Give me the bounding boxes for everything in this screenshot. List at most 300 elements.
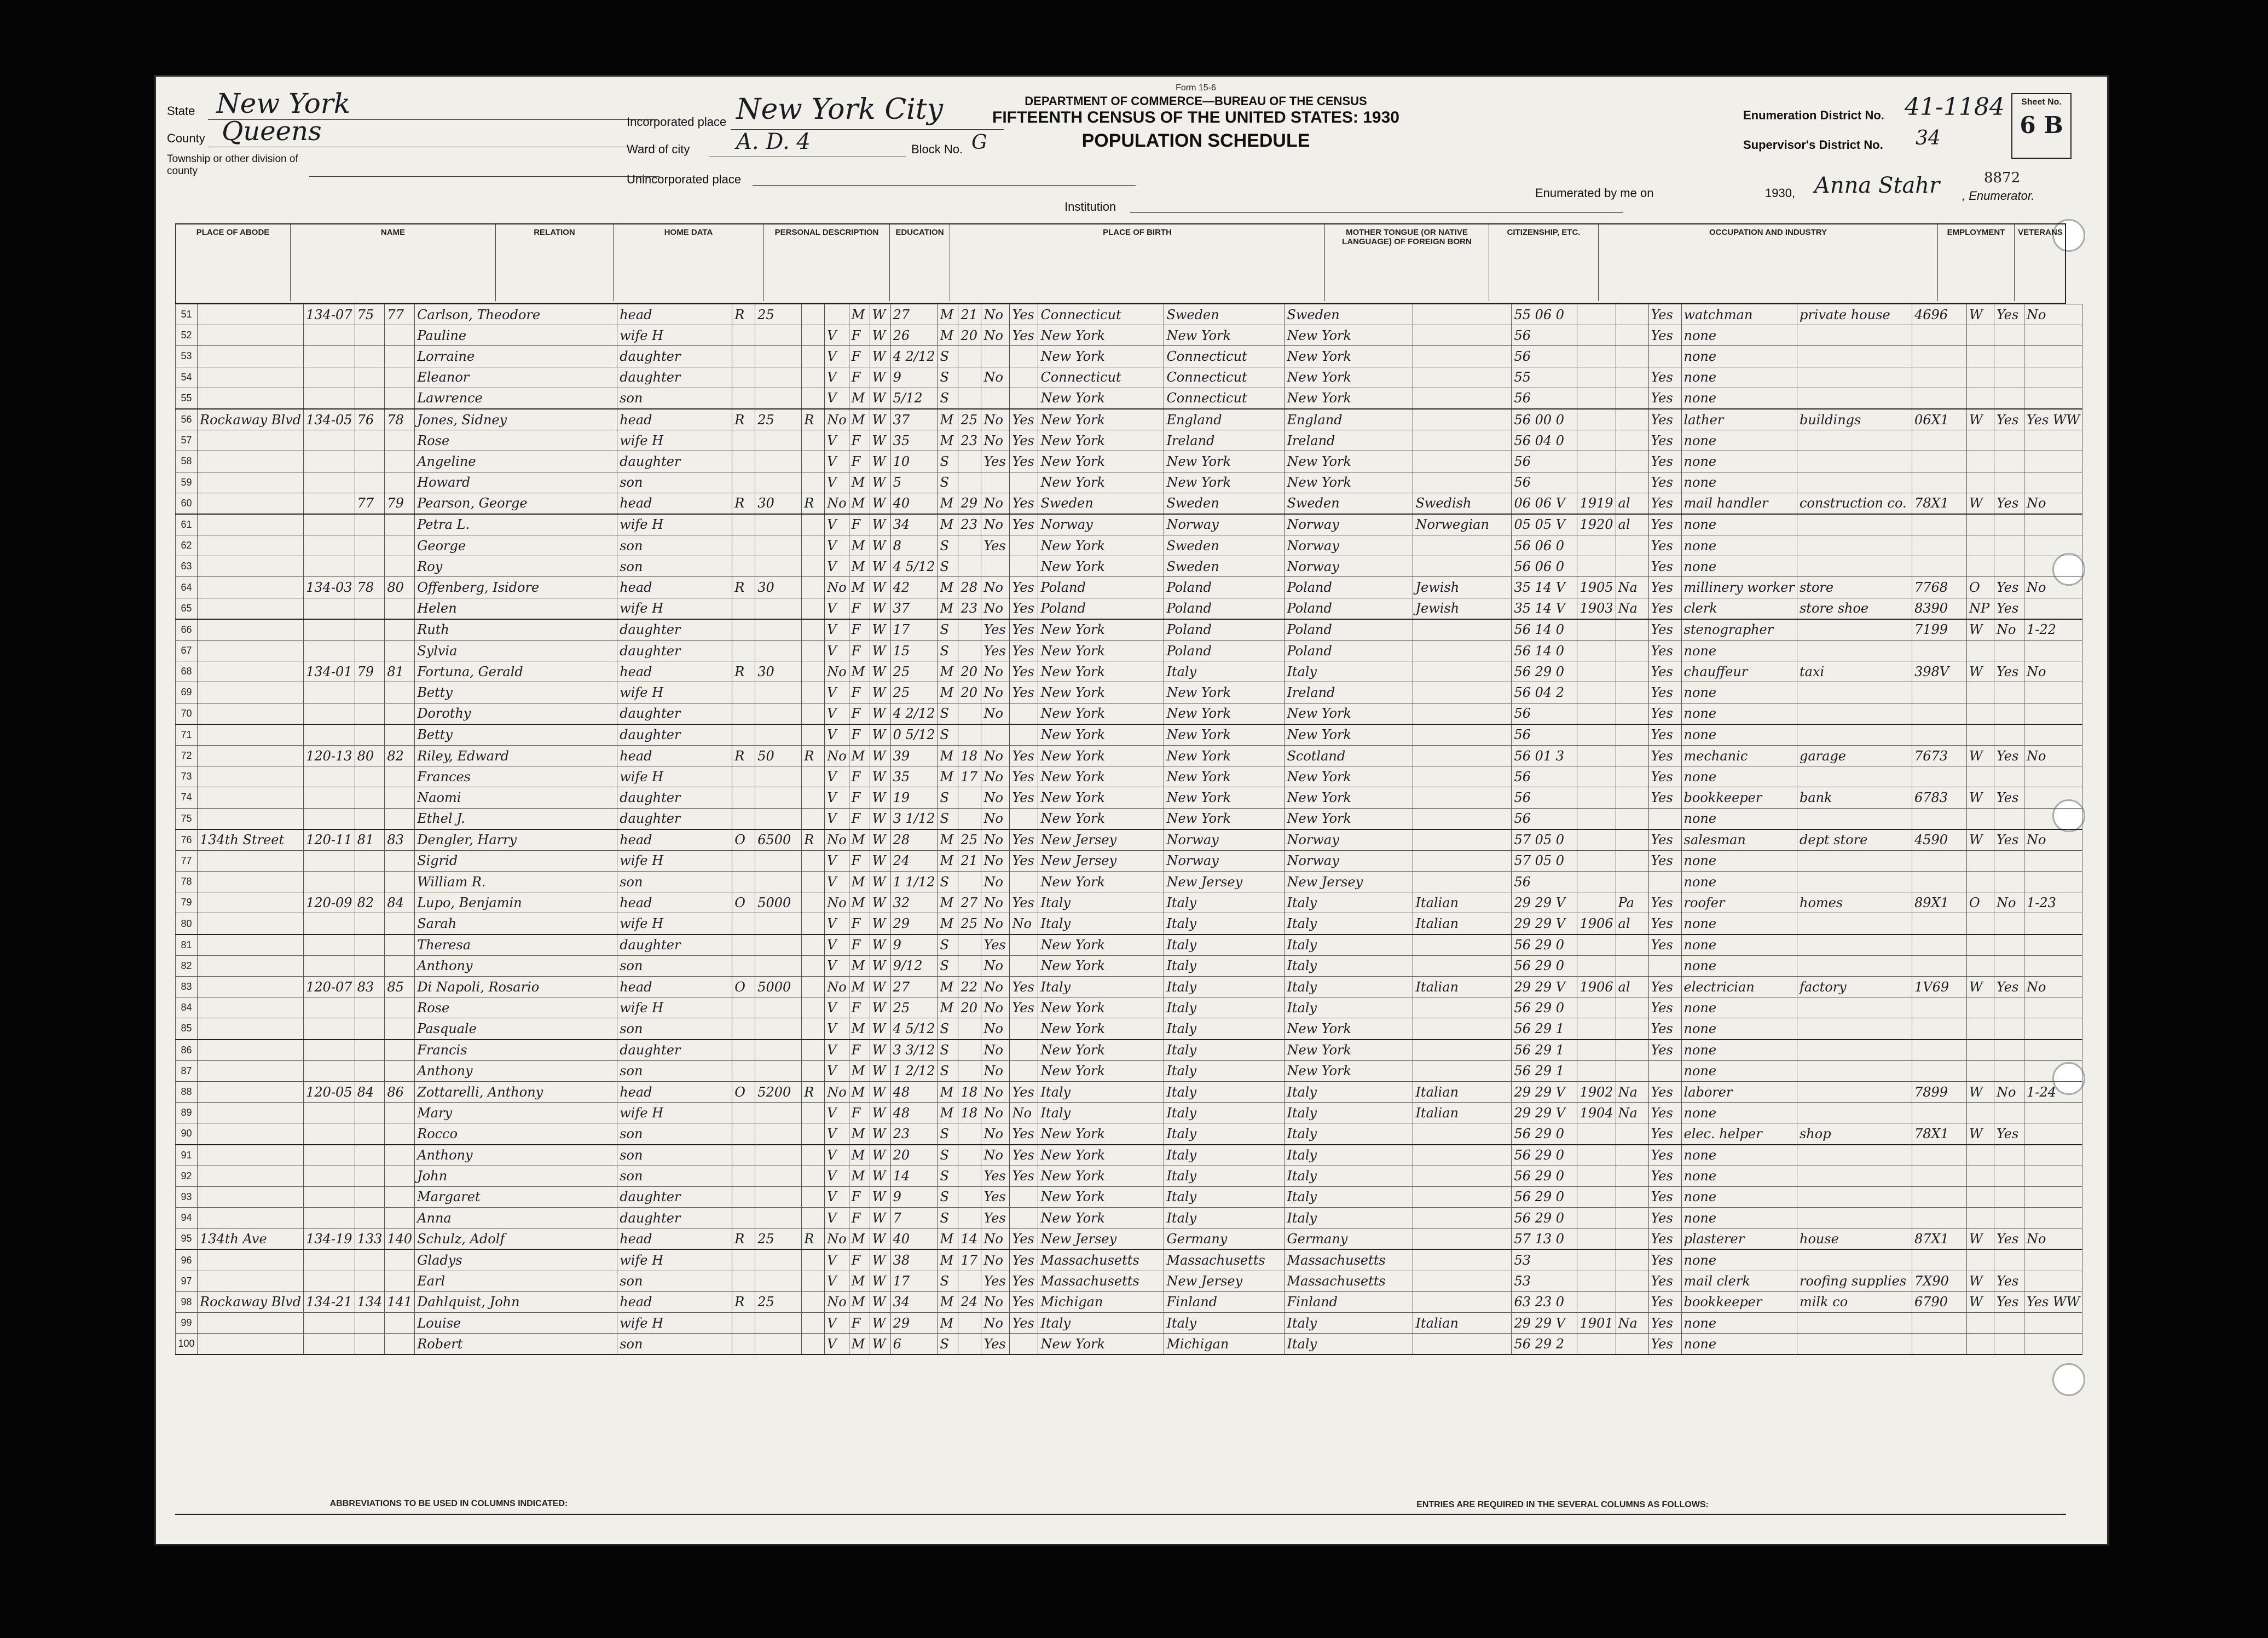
cell-eng: Yes	[1648, 1334, 1681, 1355]
cell-farm: V	[825, 1166, 849, 1186]
cell-mpob: Italy	[1285, 913, 1413, 935]
cell-sex: F	[849, 724, 870, 746]
township-label: Township or other division of county	[167, 153, 298, 177]
cell-name: Helen	[415, 598, 617, 619]
cell-occ: none	[1681, 472, 1797, 493]
cell-mar: S	[938, 1123, 958, 1145]
cell-fam	[385, 388, 415, 409]
enumerated-year: 1930,	[1765, 186, 1796, 200]
cell-farm: V	[825, 1208, 849, 1228]
cell-code: 56 00 0	[1512, 409, 1577, 430]
cell-age: 34	[890, 1291, 938, 1312]
cell-sex: F	[849, 935, 870, 956]
cell-pob: New York	[1038, 1040, 1164, 1061]
cell-sch: No	[981, 1040, 1010, 1061]
cell-imm	[1577, 1208, 1616, 1228]
cell-ocode: 398V	[1912, 661, 1966, 682]
cell-ocode: 78X1	[1912, 493, 1966, 514]
cell-sch: No	[981, 304, 1010, 325]
cell-rel: head	[617, 493, 732, 514]
cell-street	[198, 1123, 304, 1145]
cell-agem	[958, 935, 981, 956]
cell-n: 70	[176, 703, 198, 724]
cell-sex: F	[849, 619, 870, 641]
cell-dw	[355, 1313, 385, 1334]
cell-mar: S	[938, 472, 958, 493]
cell-eng: Yes	[1648, 472, 1681, 493]
cell-ind: taxi	[1797, 661, 1912, 682]
cell-nat: Na	[1616, 1081, 1648, 1102]
cell-dw	[355, 997, 385, 1018]
cell-sch: No	[981, 367, 1010, 388]
sheet-value: 6 B	[2020, 112, 2063, 139]
cell-race: W	[870, 325, 890, 346]
cell-fpob: Italy	[1164, 1313, 1285, 1334]
cell-radio	[802, 1249, 825, 1271]
cell-eng: Yes	[1648, 641, 1681, 661]
cell-age: 4 2/12	[890, 703, 938, 724]
cell-dw	[355, 325, 385, 346]
cell-pob: Massachusetts	[1038, 1271, 1164, 1291]
cell-occ: none	[1681, 556, 1797, 577]
cell-street	[198, 514, 304, 535]
cell-fam	[385, 535, 415, 556]
cell-lang	[1413, 1040, 1512, 1061]
cell-dw	[355, 872, 385, 892]
cell-eng: Yes	[1648, 493, 1681, 514]
cell-sex: M	[849, 1271, 870, 1291]
cell-rel: son	[617, 955, 732, 976]
cell-lang	[1413, 850, 1512, 871]
cell-lang	[1413, 1060, 1512, 1081]
cell-vet	[2024, 556, 2082, 577]
cell-radio	[802, 451, 825, 472]
cell-rel: daughter	[617, 619, 732, 641]
cell-vet: No	[2024, 577, 2082, 598]
cell-sch: No	[981, 661, 1010, 682]
cell-mar: M	[938, 577, 958, 598]
cell-lang	[1413, 808, 1512, 829]
cell-read	[1010, 1208, 1038, 1228]
cell-own	[732, 1145, 755, 1166]
cell-imm	[1577, 1249, 1616, 1271]
cell-n: 96	[176, 1249, 198, 1271]
cell-occ: none	[1681, 388, 1797, 409]
cell-ind	[1797, 1313, 1912, 1334]
cell-cls	[1966, 913, 1994, 935]
cell-cls	[1966, 1060, 1994, 1081]
group-occupation: OCCUPATION AND INDUSTRY	[1598, 224, 1937, 301]
cell-nat	[1616, 430, 1648, 451]
cell-read: Yes	[1010, 766, 1038, 787]
cell-dw	[355, 703, 385, 724]
cell-farm: V	[825, 346, 849, 367]
cell-n: 99	[176, 1313, 198, 1334]
cell-cls	[1966, 1166, 1994, 1186]
cell-ocode: 7199	[1912, 619, 1966, 641]
cell-code: 56 29 1	[1512, 1018, 1577, 1040]
enumerator-name: Anna Stahr	[1814, 173, 1940, 198]
cell-emp: No	[1994, 1081, 2024, 1102]
cell-vet: No	[2024, 493, 2082, 514]
cell-lang	[1413, 388, 1512, 409]
cell-house	[304, 872, 355, 892]
cell-ind	[1797, 367, 1912, 388]
cell-cls	[1966, 997, 1994, 1018]
cell-sex: F	[849, 850, 870, 871]
cell-rel: son	[617, 1060, 732, 1081]
cell-sch	[981, 472, 1010, 493]
cell-eng: Yes	[1648, 850, 1681, 871]
enumerated-label: Enumerated by me on	[1535, 186, 1654, 200]
cell-agem: 23	[958, 514, 981, 535]
cell-cls: W	[1966, 304, 1994, 325]
cell-nat	[1616, 1334, 1648, 1355]
cell-mpob: Massachusetts	[1285, 1271, 1413, 1291]
cell-occ: none	[1681, 808, 1797, 829]
cell-agem: 23	[958, 430, 981, 451]
cell-code: 56	[1512, 787, 1577, 808]
cell-fam	[385, 913, 415, 935]
cell-occ: laborer	[1681, 1081, 1797, 1102]
cell-lang: Italian	[1413, 1103, 1512, 1123]
cell-name: Mary	[415, 1103, 617, 1123]
cell-pob: New York	[1038, 1166, 1164, 1186]
cell-nat	[1616, 1018, 1648, 1040]
cell-agem	[958, 346, 981, 367]
cell-cls	[1966, 808, 1994, 829]
cell-lang	[1413, 1166, 1512, 1186]
table-row	[176, 850, 2082, 871]
cell-fpob: Massachusetts	[1164, 1249, 1285, 1271]
cell-street	[198, 1060, 304, 1081]
cell-cls: W	[1966, 1228, 1994, 1250]
cell-mar: M	[938, 745, 958, 766]
cell-house	[304, 619, 355, 641]
cell-rel: wife H	[617, 682, 732, 703]
cell-mpob: Italy	[1285, 1123, 1413, 1145]
cell-vet	[2024, 787, 2082, 808]
cell-code: 56 29 0	[1512, 955, 1577, 976]
cell-fam	[385, 808, 415, 829]
cell-age: 48	[890, 1103, 938, 1123]
cell-occ: watchman	[1681, 304, 1797, 325]
cell-ocode	[1912, 1166, 1966, 1186]
cell-race: W	[870, 850, 890, 871]
cell-age: 9	[890, 1186, 938, 1207]
cell-pob: New York	[1038, 766, 1164, 787]
cell-sch: Yes	[981, 451, 1010, 472]
cell-radio	[802, 556, 825, 577]
cell-cls	[1966, 1040, 1994, 1061]
cell-street	[198, 556, 304, 577]
table-row	[176, 1018, 2082, 1040]
cell-farm: V	[825, 1249, 849, 1271]
cell-sch: No	[981, 787, 1010, 808]
cell-mpob: Italy	[1285, 1166, 1413, 1186]
cell-race: W	[870, 1145, 890, 1166]
cell-lang	[1413, 451, 1512, 472]
cell-n: 73	[176, 766, 198, 787]
cell-radio	[802, 997, 825, 1018]
cell-mar: S	[938, 955, 958, 976]
cell-imm	[1577, 556, 1616, 577]
cell-sch	[981, 724, 1010, 746]
cell-lang	[1413, 346, 1512, 367]
cell-ocode: 87X1	[1912, 1228, 1966, 1250]
cell-agem: 18	[958, 1081, 981, 1102]
cell-fam	[385, 325, 415, 346]
cell-age: 9	[890, 367, 938, 388]
cell-race: W	[870, 977, 890, 997]
cell-occ: none	[1681, 1166, 1797, 1186]
cell-emp: Yes	[1994, 304, 2024, 325]
cell-n: 88	[176, 1081, 198, 1102]
cell-radio: R	[802, 745, 825, 766]
cell-agem: 28	[958, 577, 981, 598]
cell-n: 74	[176, 787, 198, 808]
cell-age: 1 2/12	[890, 1060, 938, 1081]
cell-lang	[1413, 304, 1512, 325]
cell-agem	[958, 388, 981, 409]
cell-eng: Yes	[1648, 367, 1681, 388]
cell-code: 56 29 0	[1512, 935, 1577, 956]
cell-n: 63	[176, 556, 198, 577]
cell-eng: Yes	[1648, 913, 1681, 935]
cell-pob: Connecticut	[1038, 304, 1164, 325]
cell-cls: W	[1966, 1123, 1994, 1145]
cell-occ: none	[1681, 913, 1797, 935]
cell-own: O	[732, 1081, 755, 1102]
block-value: G	[971, 131, 987, 154]
cell-farm	[825, 304, 849, 325]
cell-n: 60	[176, 493, 198, 514]
cell-code: 29 29 V	[1512, 977, 1577, 997]
binder-hole	[2052, 1363, 2085, 1396]
cell-n: 54	[176, 367, 198, 388]
cell-sex: M	[849, 1228, 870, 1250]
cell-code: 56	[1512, 388, 1577, 409]
cell-radio	[802, 1060, 825, 1081]
cell-nat	[1616, 1060, 1648, 1081]
cell-code: 56 29 0	[1512, 997, 1577, 1018]
cell-street	[198, 661, 304, 682]
cell-street	[198, 1040, 304, 1061]
cell-fpob: Italy	[1164, 913, 1285, 935]
cell-val: 5000	[755, 977, 802, 997]
cell-fpob: Germany	[1164, 1228, 1285, 1250]
cell-cls	[1966, 955, 1994, 976]
cell-mpob: Massachusetts	[1285, 1249, 1413, 1271]
cell-farm: V	[825, 935, 849, 956]
cell-name: Anthony	[415, 1060, 617, 1081]
cell-occ: none	[1681, 766, 1797, 787]
cell-age: 14	[890, 1166, 938, 1186]
table-row	[176, 493, 2082, 514]
cell-sch: No	[981, 409, 1010, 430]
cell-fam	[385, 1249, 415, 1271]
cell-radio	[802, 1186, 825, 1207]
cell-agem: 27	[958, 892, 981, 913]
cell-sch: No	[981, 745, 1010, 766]
cell-val	[755, 1103, 802, 1123]
cell-fam: 80	[385, 577, 415, 598]
group-name: NAME	[290, 224, 495, 301]
cell-street	[198, 535, 304, 556]
table-row	[176, 997, 2082, 1018]
cell-race: W	[870, 1334, 890, 1355]
cell-emp	[1994, 935, 2024, 956]
cell-read	[1010, 367, 1038, 388]
cell-rel: wife H	[617, 430, 732, 451]
cell-code: 06 06 V	[1512, 493, 1577, 514]
cell-age: 40	[890, 1228, 938, 1250]
cell-eng: Yes	[1648, 787, 1681, 808]
cell-eng: Yes	[1648, 703, 1681, 724]
cell-street	[198, 641, 304, 661]
cell-own	[732, 472, 755, 493]
cell-radio	[802, 808, 825, 829]
cell-name: Anthony	[415, 955, 617, 976]
cell-sch: No	[981, 1145, 1010, 1166]
cell-dw: 81	[355, 829, 385, 851]
cell-fpob: Norway	[1164, 514, 1285, 535]
cell-ocode	[1912, 1313, 1966, 1334]
cell-age: 8	[890, 535, 938, 556]
cell-house	[304, 850, 355, 871]
cell-mpob: Norway	[1285, 556, 1413, 577]
cell-n: 58	[176, 451, 198, 472]
cell-rel: daughter	[617, 787, 732, 808]
cell-rel: head	[617, 745, 732, 766]
cell-fam	[385, 1186, 415, 1207]
cell-cls: W	[1966, 745, 1994, 766]
cell-occ: none	[1681, 514, 1797, 535]
cell-radio	[802, 1271, 825, 1291]
cell-dw	[355, 1249, 385, 1271]
cell-name: Sigrid	[415, 850, 617, 871]
cell-street	[198, 1081, 304, 1102]
cell-street	[198, 493, 304, 514]
cell-ocode	[1912, 682, 1966, 703]
cell-lang: Italian	[1413, 913, 1512, 935]
cell-mar: M	[938, 1103, 958, 1123]
cell-house	[304, 514, 355, 535]
cell-val	[755, 1018, 802, 1040]
cell-dw	[355, 787, 385, 808]
cell-race: W	[870, 682, 890, 703]
cell-sex: F	[849, 1249, 870, 1271]
cell-mpob: Scotland	[1285, 745, 1413, 766]
cell-sex: F	[849, 1208, 870, 1228]
cell-rel: head	[617, 409, 732, 430]
cell-street	[198, 346, 304, 367]
cell-eng	[1648, 872, 1681, 892]
cell-radio	[802, 641, 825, 661]
cell-code: 57 05 0	[1512, 829, 1577, 851]
cell-emp	[1994, 556, 2024, 577]
cell-eng	[1648, 955, 1681, 976]
cell-agem: 22	[958, 977, 981, 997]
cell-sex: F	[849, 913, 870, 935]
cell-emp: Yes	[1994, 598, 2024, 619]
cell-mar: M	[938, 682, 958, 703]
cell-code: 56	[1512, 872, 1577, 892]
cell-imm	[1577, 472, 1616, 493]
cell-rel: wife H	[617, 997, 732, 1018]
cell-lang: Jewish	[1413, 577, 1512, 598]
cell-read: Yes	[1010, 1166, 1038, 1186]
cell-val	[755, 598, 802, 619]
cell-imm	[1577, 766, 1616, 787]
cell-val	[755, 808, 802, 829]
cell-imm: 1904	[1577, 1103, 1616, 1123]
cell-radio	[802, 1103, 825, 1123]
cell-name: Ethel J.	[415, 808, 617, 829]
cell-sex: M	[849, 977, 870, 997]
cell-age: 35	[890, 766, 938, 787]
cell-radio	[802, 724, 825, 746]
cell-fam	[385, 997, 415, 1018]
cell-fpob: Italy	[1164, 1123, 1285, 1145]
cell-emp	[1994, 913, 2024, 935]
cell-eng: Yes	[1648, 556, 1681, 577]
cell-read: Yes	[1010, 829, 1038, 851]
cell-occ: mechanic	[1681, 745, 1797, 766]
cell-lang: Italian	[1413, 892, 1512, 913]
cell-mar: S	[938, 1271, 958, 1291]
cell-n: 57	[176, 430, 198, 451]
cell-sex: F	[849, 997, 870, 1018]
cell-rel: son	[617, 472, 732, 493]
footer-rule	[175, 1514, 2066, 1515]
cell-lang	[1413, 472, 1512, 493]
cell-vet	[2024, 997, 2082, 1018]
cell-emp	[1994, 766, 2024, 787]
cell-pob: New Jersey	[1038, 829, 1164, 851]
cell-code: 56	[1512, 325, 1577, 346]
cell-rel: daughter	[617, 641, 732, 661]
cell-vet	[2024, 1040, 2082, 1061]
cell-farm: No	[825, 1291, 849, 1312]
cell-ind: store shoe	[1797, 598, 1912, 619]
cell-imm: 1903	[1577, 598, 1616, 619]
cell-age: 32	[890, 892, 938, 913]
cell-fpob: Italy	[1164, 955, 1285, 976]
cell-nat	[1616, 388, 1648, 409]
cell-street	[198, 1103, 304, 1123]
cell-fpob: Finland	[1164, 1291, 1285, 1312]
cell-radio	[802, 304, 825, 325]
cell-rel: head	[617, 1228, 732, 1250]
cell-lang	[1413, 682, 1512, 703]
cell-eng: Yes	[1648, 1123, 1681, 1145]
cell-emp	[1994, 955, 2024, 976]
institution-label: Institution	[1064, 200, 1116, 214]
cell-mar: S	[938, 872, 958, 892]
cell-sex: F	[849, 367, 870, 388]
cell-race: W	[870, 787, 890, 808]
cell-eng: Yes	[1648, 1081, 1681, 1102]
cell-farm: V	[825, 325, 849, 346]
cell-cls: W	[1966, 829, 1994, 851]
group-home-data: HOME DATA	[613, 224, 763, 301]
cell-emp	[1994, 1040, 2024, 1061]
cell-fam: 83	[385, 829, 415, 851]
cell-vet: No	[2024, 745, 2082, 766]
cell-fam	[385, 766, 415, 787]
cell-nat: al	[1616, 514, 1648, 535]
